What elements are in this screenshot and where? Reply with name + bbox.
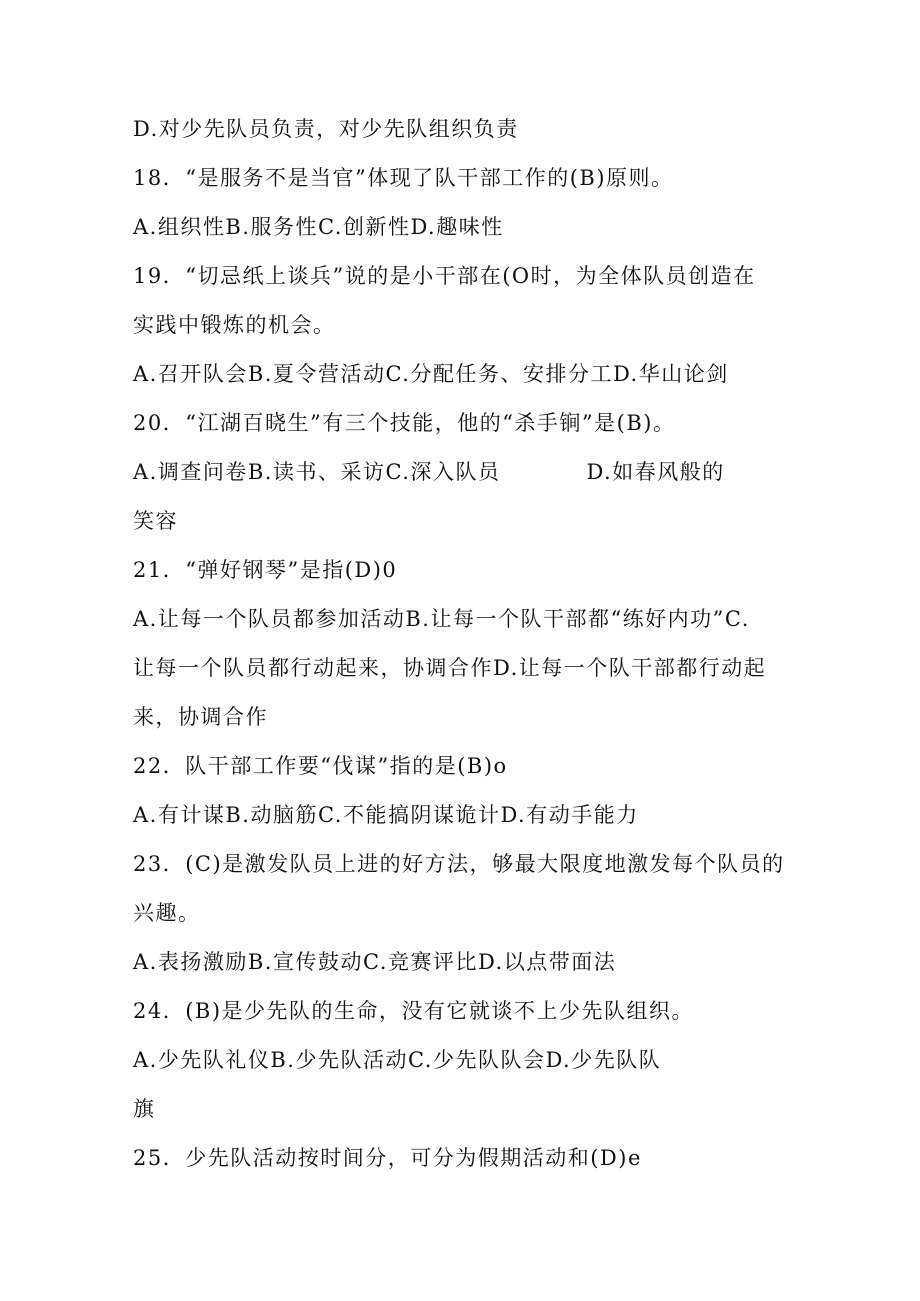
options-20-continued: 笑容 bbox=[133, 509, 178, 533]
options-21-end: 来，协调合作 bbox=[133, 705, 268, 729]
question-22: 22．队干部工作要“伐谋”指的是(B)o bbox=[133, 754, 508, 778]
question-24: 24．(B)是少先队的生命，没有它就谈不上少先队组织。 bbox=[133, 999, 695, 1023]
question-20: 20．“江湖百晓生”有三个技能，他的“杀手锏”是(B)。 bbox=[133, 411, 676, 435]
options-21-continued: 让每一个队员都行动起来，协调合作D.让每一个队干部都行动起 bbox=[133, 656, 767, 680]
options-21: A.让每一个队员都参加活动B.让每一个队干部都“练好内功”C. bbox=[133, 607, 750, 631]
options-19: A.召开队会B.夏令营活动C.分配任务、安排分工D.华山论剑 bbox=[133, 362, 729, 386]
options-18: A.组织性B.服务性C.创新性D.趣味性 bbox=[133, 215, 504, 239]
options-24: A.少先队礼仪B.少先队活动C.少先队队会D.少先队队 bbox=[133, 1048, 662, 1072]
question-23-continued: 兴趣。 bbox=[133, 901, 201, 925]
question-19: 19．“切忌纸上谈兵”说的是小干部在(O时，为全体队员创造在 bbox=[133, 264, 756, 288]
options-20-d: D.如春风般的 bbox=[586, 460, 725, 484]
options-22: A.有计谋B.动脑筋C.不能搞阴谋诡计D.有动手能力 bbox=[133, 803, 639, 827]
options-24-continued: 旗 bbox=[133, 1097, 156, 1121]
question-19-continued: 实践中锻炼的机会。 bbox=[133, 313, 336, 337]
option-line-17d: D.对少先队员负责，对少先队组织负责 bbox=[133, 117, 519, 141]
options-23: A.表扬激励B.宣传鼓动C.竞赛评比D.以点带面法 bbox=[133, 950, 617, 974]
question-25: 25．少先队活动按时间分，可分为假期活动和(D)e bbox=[133, 1146, 642, 1170]
options-20 bbox=[133, 458, 725, 486]
options-20-abc: A.调查问卷B.读书、采访C.深入队员 bbox=[133, 460, 501, 484]
question-23: 23．(C)是激发队员上进的好方法，够最大限度地激发每个队员的 bbox=[133, 852, 785, 876]
question-21: 21．“弹好钢琴”是指(D)0 bbox=[133, 558, 398, 582]
question-18: 18．“是服务不是当官”体现了队干部工作的(B)原则。 bbox=[133, 166, 674, 190]
